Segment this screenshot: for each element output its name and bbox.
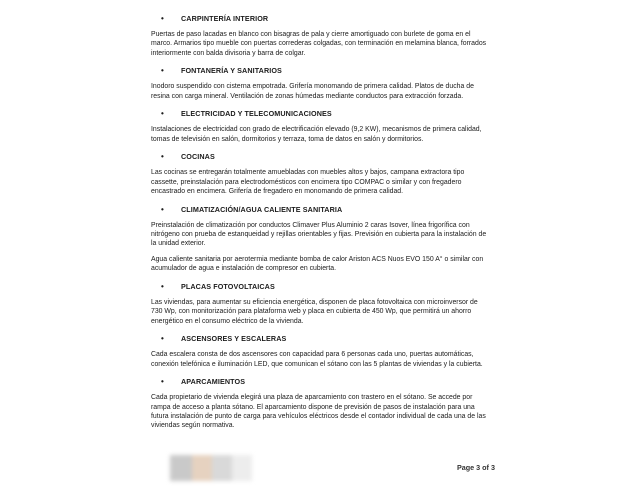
blur-swatch [170,455,192,481]
section-paragraph: Cada propietario de vivienda elegirá una plaza de aparcamiento con trastero en el sótano. Se accede por rampa de acceso a planta sótano. El aparcamiento dispone de previsión de pasos de instalación para una futura instalación de punto de carga para vehículos eléctricos desde el contador individual de cada una de las viviendas según normativa. [151,394,486,430]
section-paragraph: Las viviendas, para aumentar su eficiencia energética, disponen de placa fotovoltaica con microinversor de 730 Wp, con monitorización para plataforma web y placa en cubierta de 450 Wp, que permitirá un ahorro energético en el consumo eléctrico de la vivienda. [151,298,478,325]
bullet-icon: • [161,109,164,119]
bullet-icon: • [161,204,164,214]
page-number: Page 3 of 3 [457,463,495,472]
section-paragraph: Las cocinas se entregarán totalmente amuebladas con muebles altos y bajos, campana extractora tipo cassette, preinstalación para electrodomésticos con encimera tipo COMPAC o similar y con fregadero encastrado en encimera. Grifería de fregadero en monomando de primera calidad. [151,169,465,196]
bullet-icon: • [161,377,164,387]
bullet-icon: • [161,281,164,291]
section-heading [151,205,489,215]
bullet-icon: • [161,14,164,23]
section-paragraph: Instalaciones de electricidad con grado de electrificación elevado (9,2 KW), mecanismos de primera calidad, tomas de televisión en salón, dormitorios y terraza, toma de datos en salón y dormitorios. [151,126,482,143]
section-heading [151,152,489,162]
blurred-logo [170,455,252,481]
blur-swatch [192,455,212,481]
section-paragraph: Inodoro suspendido con cisterna empotrada. Grifería monomando de primera calidad. Platos de ducha de resina con carga mineral. Ventilación de zonas húmedas mediante conductos para extracción forzada. [151,83,474,100]
section-title: CARPINTERÍA INTERIOR [181,14,269,23]
section-heading [151,282,489,292]
bullet-icon: • [161,152,164,162]
section-title: ASCENSORES Y ESCALERAS [181,334,287,344]
section-title: FONTANERÍA Y SANITARIOS [181,66,282,76]
section-paragraph: Preinstalación de climatización por conductos Climaver Plus Aluminio 2 caras Isover, línea frigorífica con nitrógeno con prueba de estanqueidad y rejillas orientables y fijas. Previsión en cubierta para la instalación de la unidad exterior. [151,221,487,248]
section-heading [151,109,489,119]
section-title: COCINAS [181,152,215,162]
section-title: ELECTRICIDAD Y TELECOMUNICACIONES [181,109,332,119]
blur-swatch [212,455,232,481]
section-paragraph: Puertas de paso lacadas en blanco con bisagras de pala y cierre amortiguado con burlete de goma en el marco. Armarios tipo mueble con puertas correderas colgadas, con terminación en melamina blanca, forrados interiormente con balda divisoria y barra de colgar. [151,31,487,57]
section-paragraph: Cada escalera consta de dos ascensores con capacidad para 6 personas cada uno, puertas automáticas, conexión telefónica e iluminación LED, que comunican el sótano con las 5 plantas de viviendas y la cubierta. [151,351,483,368]
section-heading [151,334,489,344]
blur-swatch [232,455,252,481]
section-title: PLACAS FOTOVOLTAICAS [181,281,275,291]
bullet-icon: • [161,334,164,344]
section-paragraph: Agua caliente sanitaria por aerotermia mediante bomba de calor Ariston ACS Nuos EVO 150 A° o similar con acumulador de agua e instalación de compresor en cubierta. [151,255,484,273]
section-heading [151,377,489,387]
section-title: CLIMATIZACIÓN/AGUA CALIENTE SANITARIA [181,204,343,214]
section-heading [151,14,489,24]
bullet-icon: • [161,66,164,76]
section-title: APARCAMIENTOS [181,377,246,387]
section-heading [151,66,489,76]
document-body [151,14,489,439]
